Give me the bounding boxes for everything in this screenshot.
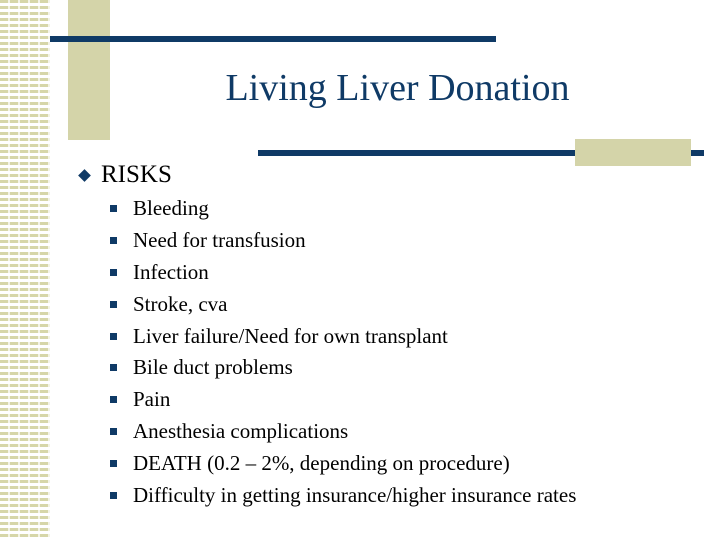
list-item-label: Pain [133, 387, 171, 412]
decorative-tan-bar [575, 139, 691, 166]
list-item-label: Bile duct problems [133, 355, 293, 380]
list-item [110, 384, 576, 416]
list-item-label: Difficulty in getting insurance/higher insurance rates [133, 482, 577, 507]
square-bullet-icon [110, 269, 117, 276]
list-item-label: DEATH (0.2 – 2%, depending on procedure) [133, 450, 510, 475]
square-bullet-icon [110, 237, 117, 244]
slide-title: Living Liver Donation [225, 67, 570, 109]
list-item [110, 320, 576, 352]
list-item-label: Anesthesia complications [133, 418, 349, 443]
square-bullet-icon [110, 460, 117, 467]
list-item-label: Need for transfusion [133, 228, 306, 253]
square-bullet-icon [110, 492, 117, 499]
list-item-label: Stroke, cva [133, 291, 228, 316]
list-item-label: Bleeding [133, 196, 209, 221]
list-item-label: Liver failure/Need for own transplant [133, 323, 448, 348]
square-bullet-icon [110, 205, 117, 212]
list-item [110, 447, 576, 479]
square-bullet-icon [110, 364, 117, 371]
square-bullet-icon [110, 428, 117, 435]
list-item [110, 479, 576, 511]
title-top-rule [50, 36, 496, 42]
decorative-side-strip [0, 0, 50, 540]
decorative-tan-block [68, 0, 110, 140]
section-heading-label: RISKS [101, 161, 172, 188]
risk-list [110, 193, 576, 511]
square-bullet-icon [110, 301, 117, 308]
list-item [110, 193, 576, 225]
list-item [110, 416, 576, 448]
list-item-label: Infection [133, 259, 209, 284]
list-item [110, 257, 576, 289]
list-item [110, 288, 576, 320]
diamond-bullet-icon [78, 169, 91, 182]
square-bullet-icon [110, 333, 117, 340]
section-heading [76, 160, 172, 190]
square-bullet-icon [110, 396, 117, 403]
list-item [110, 225, 576, 257]
list-item [110, 352, 576, 384]
